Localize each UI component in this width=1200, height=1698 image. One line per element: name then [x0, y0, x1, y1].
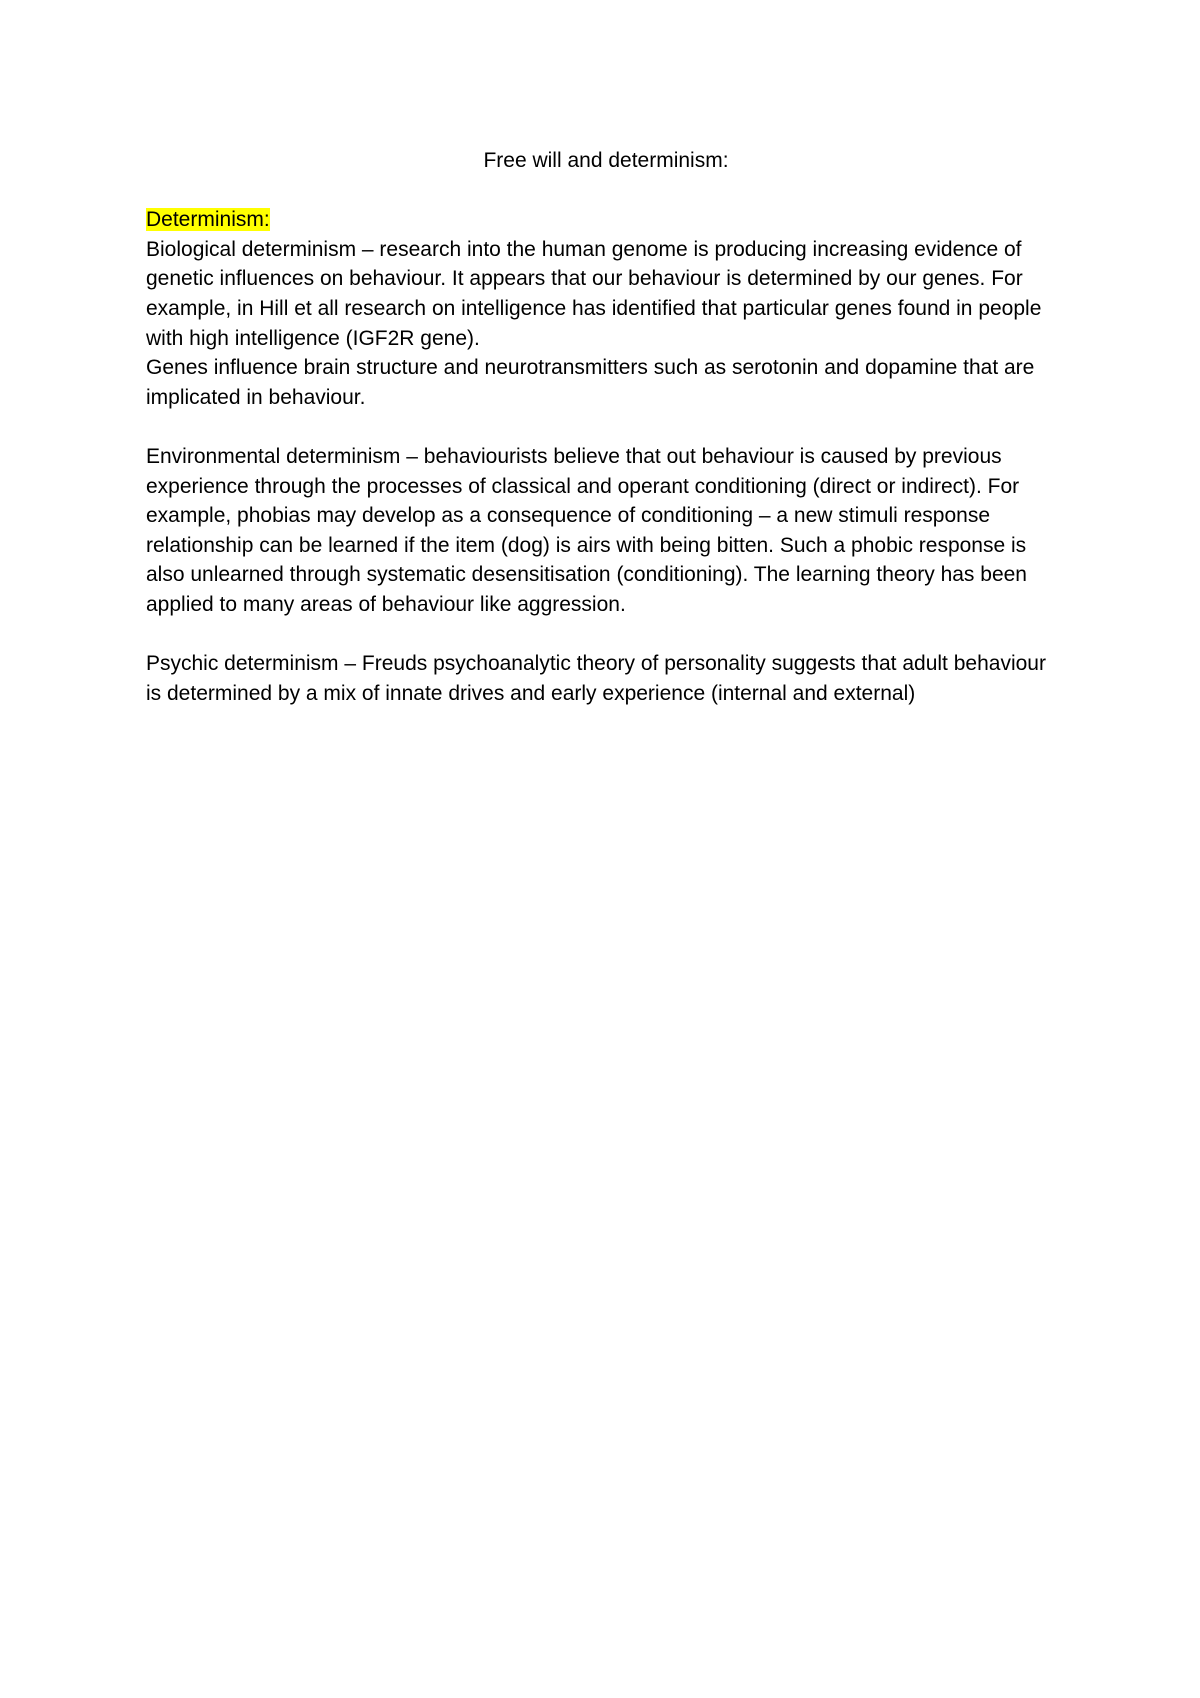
paragraph-spacer	[146, 620, 1066, 650]
environmental-determinism-paragraph: Environmental determinism – behaviourists believe that out behaviour is caused by previous experience through the processes of classical and operant conditioning (direct or indirect). For example, phobias may develop as a consequence of conditioning – a new stimuli response relationship can be learned if the item (dog) is airs with being bitten. Such a phobic response is also unlearned through systematic desensitisation (conditioning). The learning theory has been applied to many areas of behaviour like aggression.	[146, 444, 1027, 616]
highlighted-heading-text: Determinism:	[146, 208, 270, 232]
document-title: Free will and determinism:	[483, 149, 729, 172]
document-body	[146, 146, 1066, 708]
psychic-determinism-paragraph: Psychic determinism – Freuds psychoanalytic theory of personality suggests that adult behaviour is determined by a mix of innate drives and early experience (internal and external)	[146, 652, 1046, 705]
biological-determinism-paragraph: Biological determinism – research into the human genome is producing increasing evidence of genetic influences on behaviour. It appears that our behaviour is determined by our genes. For example, in Hill et all research on intelligence has identified that particular genes found in people with high intelligence (IGF2R gene).	[146, 237, 1042, 350]
paragraph-spacer	[146, 412, 1066, 442]
genes-influence-paragraph: Genes influence brain structure and neurotransmitters such as serotonin and dopamine that are implicated in behaviour.	[146, 356, 1035, 409]
section-heading	[146, 205, 1066, 235]
